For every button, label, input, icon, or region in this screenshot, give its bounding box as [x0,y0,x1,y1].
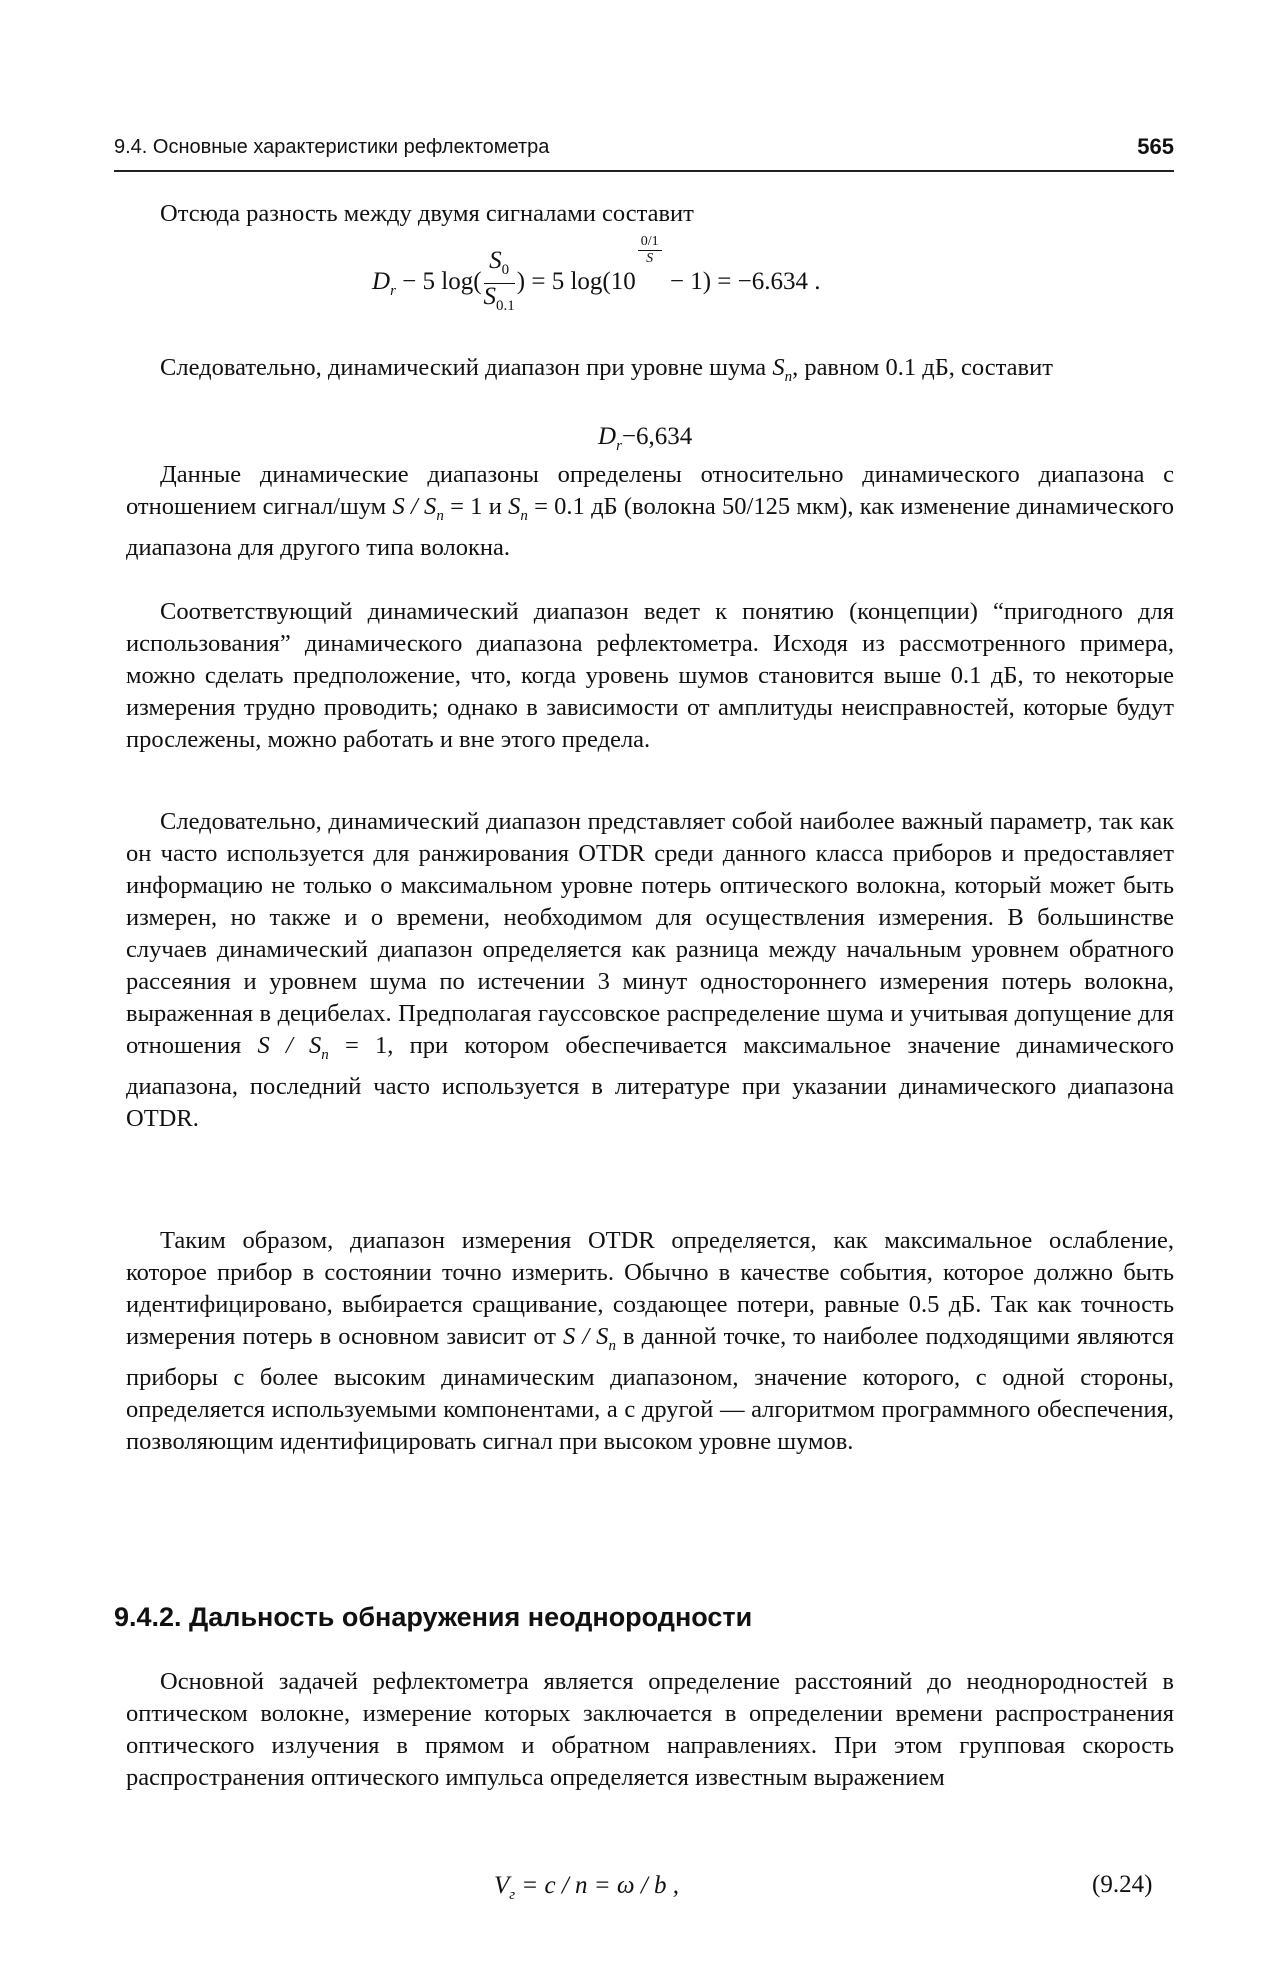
paragraph-3-text-a: Данные динамические диапазоны определены относительно динамического диапазона с отношением сигнал/шум [126,461,1174,520]
paragraph-5-text-a: Следовательно, динамический диапазон представляет собой наиболее важный параметр, так как он часто используется для ранжирования OTDR среди данного класса приборов и предоставляет информацию не только о максимальном уровне потерь оптического волокна, который может быть измерен, но также и о времени, необходимом для осуществления измерения. В большинстве случаев динамический диапазон определяется как разница между начальным уровнем обратного рассеяния и уровнем шума по истечении 3 минут одностороннего измерения потерь волокна, выраженная в децибелах. Предполагая гауссовское распределение шума и учитывая допущение для отношения [126,808,1174,1059]
page-number: 565 [1137,134,1174,159]
ratio-sub: n [321,1046,329,1063]
ratio-var: S / S [563,1323,609,1350]
sn-var: S [508,493,521,520]
section-title: 9.4. Основные характеристики рефлектометра [114,136,550,158]
formula-lhs-sub: r [390,283,396,300]
paragraph-6 [126,1225,1174,1458]
formula2-var: D [598,423,617,450]
formula3-sub: г [509,1887,516,1903]
ratio-var: S / S [257,1032,322,1059]
paragraph-3-text-c: = 0.1 дБ (волокна 50/125 мкм), как изменение динамического диапазона для другого типа волокна. [126,493,1175,561]
fraction-denominator-sub: 0.1 [496,298,515,314]
formula3-rest: = c / n = ω / b , [515,1872,680,1899]
formula-lhs: D [372,268,391,296]
formula-fraction [484,248,515,319]
formula-tail: − 1) = −6.634 . [663,268,821,296]
paragraph-2 [126,352,1174,393]
formula-group-velocity [494,1871,679,1910]
paragraph-1: Отсюда разность между двумя сигналами составит [160,200,694,227]
exponent-denominator: S [646,251,654,266]
formula-dr-value [598,422,692,461]
paragraph-3 [126,459,1174,564]
fraction-numerator-sub: 0 [501,262,510,278]
section-heading: 9.4.2. Дальность обнаружения неоднородности [114,1602,753,1632]
paragraph-5 [126,806,1174,1135]
paragraph-2-text-b: , равном 0.1 дБ, составит [792,354,1053,381]
formula2-value: −6,634 [621,423,693,450]
paragraph-6-text-a: Таким образом, диапазон измерения OTDR определяется, как максимальное ослабление, которое прибор в состоянии точно измерить. Обычно в качестве события, которое должно быть идентифицировано, выбирается сращивание, создающее потери, равные 0.5 дБ. Так как точность измерения потерь в основном зависит от [126,1227,1174,1350]
formula2-sub: r [616,438,622,454]
exponent-numerator: 0/1 [638,234,662,251]
ratio-var: S / S [392,493,437,520]
running-header [114,134,1174,172]
formula-mid: − 5 log( [395,268,482,296]
formula-after-fraction: ) = 5 log(10 [516,268,636,296]
ratio-sub: n [608,1337,616,1354]
ratio-sub: n [436,507,444,524]
formula3-var: V [494,1872,510,1899]
fraction-numerator: S [489,247,502,274]
formula-exponent [638,234,662,267]
paragraph-5-text-b: = 1, при котором обеспечивается максимальное значение динамического диапазона, последний часто используется в литературе при указании динамического диапазона OTDR. [126,1032,1175,1132]
paragraph-3-text-b: = 1 и [443,493,509,520]
paragraph-6-text-b: в данной точке, то наиболее подходящими являются приборы с более высоким динамическим диапазоном, значение которого, с одной стороны, определяется используемыми компонентами, а с другой — алгоритмом программного обеспечения, позволяющим идентифицировать сигнал при высоком уровне шумов. [126,1323,1174,1455]
paragraph-4: Соответствующий динамический диапазон ведет к понятию (концепции) “пригодного для использования” динамического диапазона рефлектометра. Исходя из рассмотренного примера, можно сделать предположение, что, когда уровень шумов становится выше 0.1 дБ, то некоторые измерения трудно проводить; однако в зависимости от амплитуды неисправностей, которые будут прослежены, можно работать и вне этого предела. [126,598,1174,753]
noise-level-var: S [772,354,785,381]
equation-number: (9.24) [1092,1871,1153,1898]
paragraph-7: Основной задачей рефлектометра является определение расстояний до неоднородностей в оптическом волокне, измерение которых заключается в определении времени распространения оптического излучения в прямом и обратном направлениях. При этом групповая скорость распространения оптического импульса определяется известным выражением [126,1668,1174,1791]
noise-level-sub: n [784,368,793,385]
sn-sub: n [520,507,528,524]
formula-dynamic-range [372,234,821,319]
paragraph-2-text-a: Следовательно, динамический диапазон при уровне шума [160,354,773,381]
fraction-denominator: S [483,283,497,310]
